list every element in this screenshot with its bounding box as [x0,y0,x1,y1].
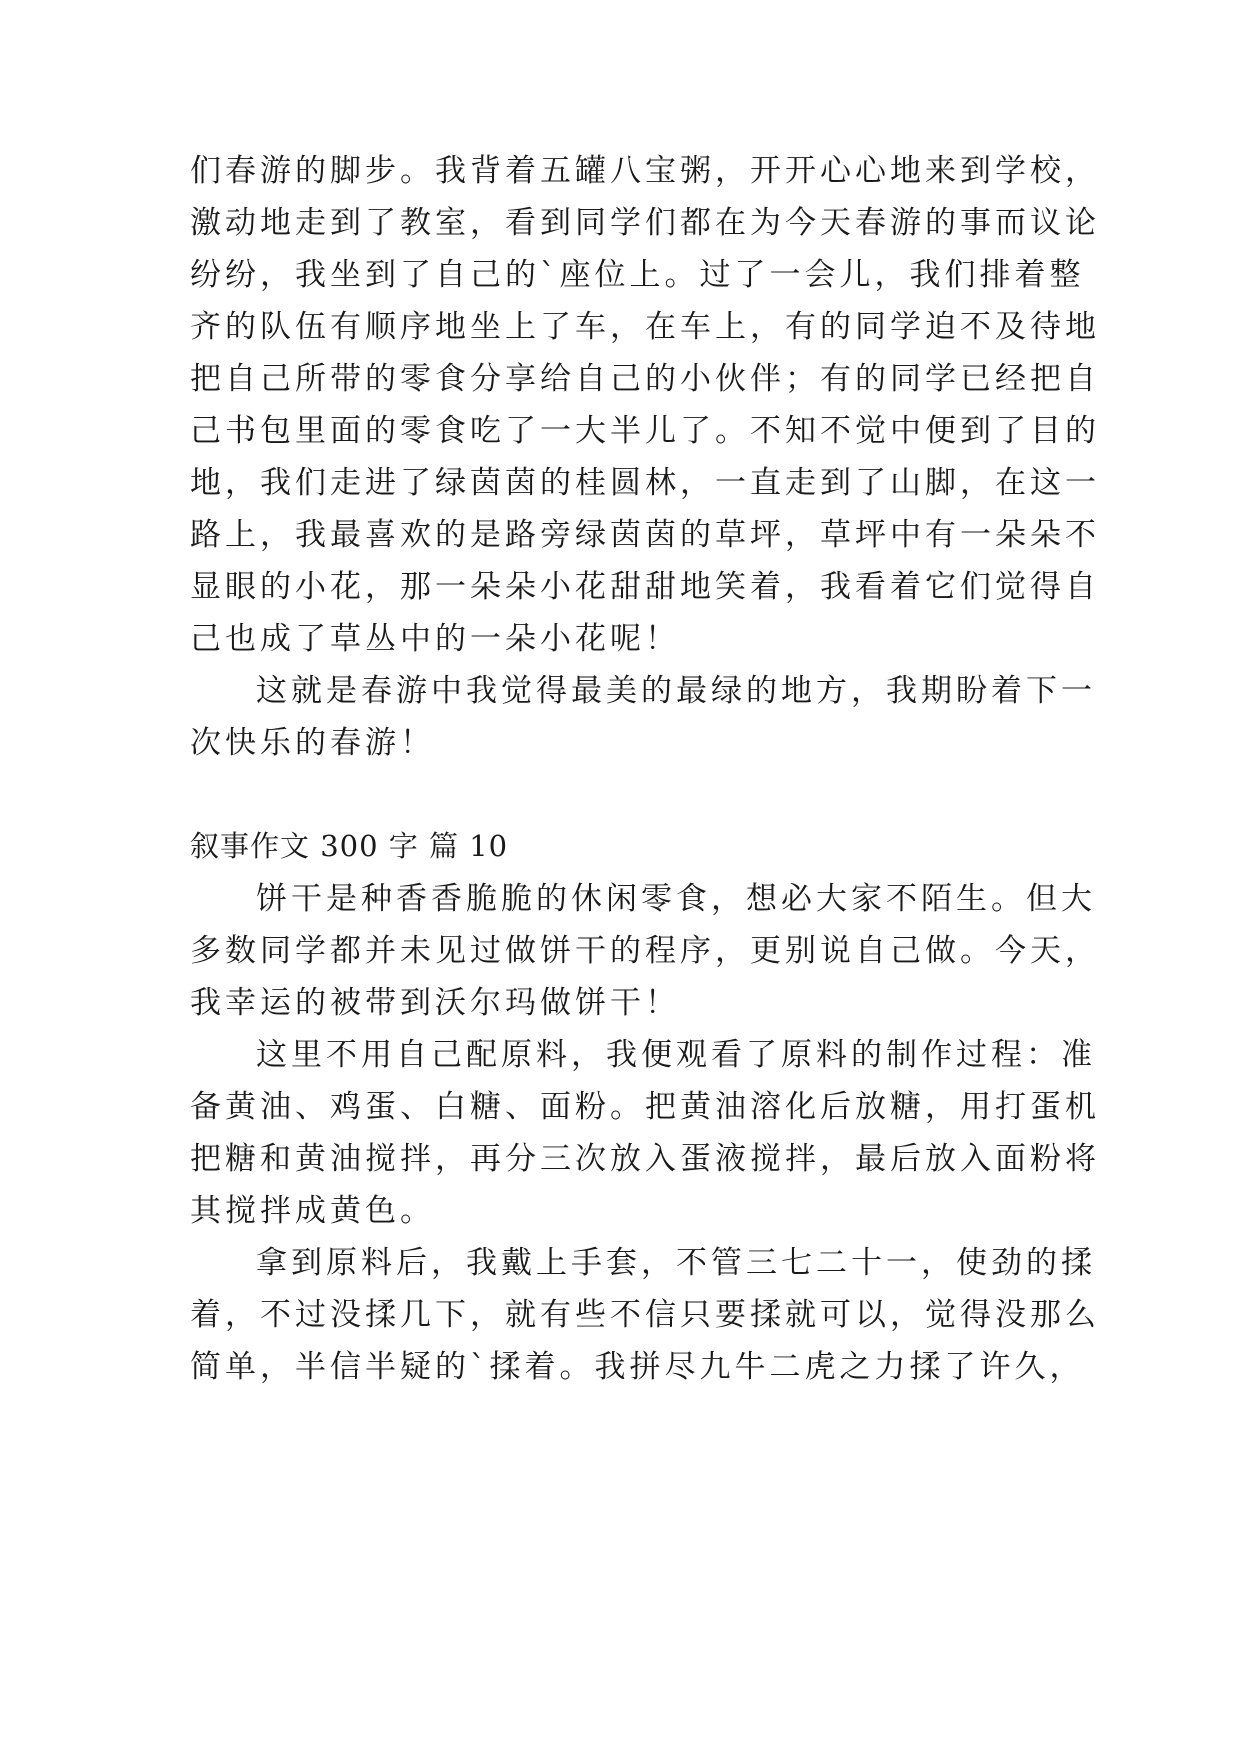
text-line: 激动地走到了教室，看到同学们都在为今天春游的事而议论 [190,205,1100,241]
text-line: 齐的队伍有顺序地坐上了车，在车上，有的同学迫不及待地 [190,309,1100,345]
text-line: 其搅拌成黄色。 [190,1193,435,1229]
text-line: 简单，半信半疑的`揉着。我拼尽九牛二虎之力揉了许久， [190,1349,1085,1385]
text-line: 把糖和黄油搅拌，再分三次放入蛋液搅拌，最后放入面粉将 [190,1141,1100,1177]
text-line: 们春游的脚步。我背着五罐八宝粥，开开心心地来到学校， [190,153,1100,189]
text-line: 这里不用自己配原料，我便观看了原料的制作过程：准 [256,1037,1096,1073]
text-line: 纷纷，我坐到了自己的`座位上。过了一会儿，我们排着整 [190,257,1085,293]
text-line: 这就是春游中我觉得最美的最绿的地方，我期盼着下一 [256,673,1096,709]
text-line: 着，不过没揉几下，就有些不信只要揉就可以，觉得没那么 [190,1297,1100,1333]
text-line: 次快乐的春游！ [190,725,435,761]
text-line: 拿到原料后，我戴上手套，不管三七二十一，使劲的揉 [256,1245,1096,1281]
text-line: 饼干是种香香脆脆的休闲零食，想必大家不陌生。但大 [256,881,1096,917]
text-line: 我幸运的被带到沃尔玛做饼干！ [190,985,680,1021]
text-line: 己书包里面的零食吃了一大半儿了。不知不觉中便到了目的 [190,413,1100,449]
text-line: 备黄油、鸡蛋、白糖、面粉。把黄油溶化后放糖，用打蛋机 [190,1089,1100,1125]
section-heading: 叙事作文 300 字 篇 10 [190,829,509,863]
text-line: 己也成了草丛中的一朵小花呢！ [190,621,680,657]
text-line: 多数同学都并未见过做饼干的程序，更别说自己做。今天， [190,933,1100,969]
text-line: 把自己所带的零食分享给自己的小伙伴；有的同学已经把自 [190,361,1100,397]
text-line: 地，我们走进了绿茵茵的桂圆林，一直走到了山脚，在这一 [190,465,1100,501]
text-line: 显眼的小花，那一朵朵小花甜甜地笑着，我看着它们觉得自 [190,569,1100,605]
text-line: 路上，我最喜欢的是路旁绿茵茵的草坪，草坪中有一朵朵不 [190,517,1100,553]
